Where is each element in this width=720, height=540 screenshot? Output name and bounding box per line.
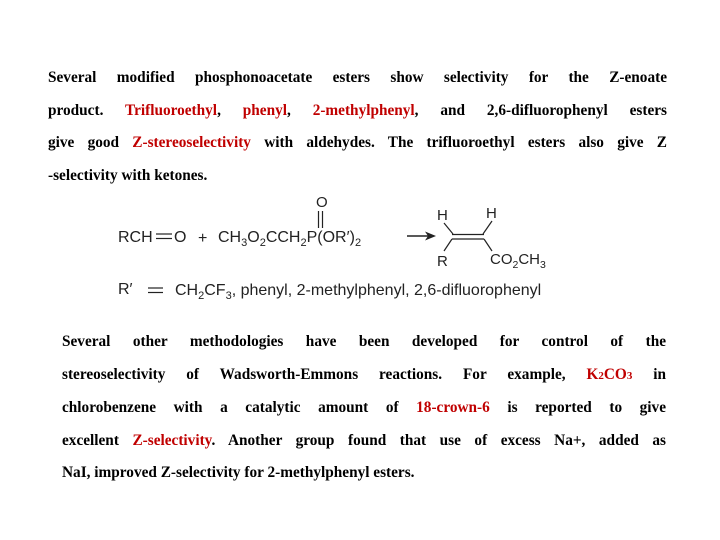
highlight-phenyl: phenyl (242, 101, 287, 119)
paragraph-other-methodologies (62, 326, 666, 490)
highlight-z-stereoselectivity: Z-stereoselectivity (132, 134, 251, 151)
reagent-part: CCH (265, 229, 301, 246)
highlight-z-selectivity: Z-selectivity (132, 431, 212, 449)
para2-text: . Another group found that use of excess Na+, added as (211, 431, 667, 449)
r-prime-label: R′ (118, 281, 133, 298)
reagent-part: P(OR′) (306, 229, 355, 246)
para1-text: give good (48, 134, 133, 151)
para1-text: , (286, 101, 313, 119)
para2-line-1: Several other methodologies have been developed for control of the (62, 333, 666, 350)
k2co3-subscript: 2 (598, 369, 604, 382)
aldehyde-rch: RCH (118, 229, 153, 246)
def-part: CH (175, 282, 199, 299)
k2co3-part: K (586, 365, 599, 383)
para1-text: , and 2,6-difluorophenyl esters (414, 101, 667, 119)
def-part: , phenyl, 2-methylphenyl, 2,6-difluorophenyl (231, 282, 542, 299)
para2-line-2 (62, 359, 666, 393)
para1-line-4: -selectivity with ketones. (48, 166, 208, 184)
plus-sign: + (198, 230, 208, 247)
reagent-part: CH (218, 229, 242, 246)
para2-text: in (632, 365, 666, 383)
para2-line-4 (62, 425, 666, 458)
phosphoryl-oxygen: O (316, 194, 328, 211)
highlight-trifluoroethyl: Trifluoroethyl (125, 101, 218, 119)
para2-text: stereoselectivity of Wadsworth-Emmons reactions. For example, (62, 365, 587, 383)
para1-line-1: Several modified phosphonoacetate esters show selectivity for the Z-enoate (48, 69, 667, 86)
bond-h-right (483, 221, 492, 234)
product-r: R (437, 253, 448, 270)
def-subscript: 2 (198, 290, 205, 302)
para2-text: chlorobenzene with a catalytic amount of (62, 399, 417, 416)
ester-subscript: 3 (540, 259, 546, 271)
para2-text: is reported to give (489, 399, 666, 416)
reagent-subscript: 2 (300, 237, 307, 249)
ester-part: CO (490, 251, 513, 268)
def-subscript: 3 (225, 290, 232, 302)
phosphonate-reagent (218, 229, 361, 249)
product-h-right: H (486, 205, 497, 222)
highlight-18-crown-6: 18-crown-6 (416, 399, 490, 416)
highlight-k2co3 (586, 366, 632, 383)
r-prime-definition (175, 282, 541, 302)
para2-line-3 (62, 392, 666, 425)
reagent-subscript: 2 (354, 237, 362, 249)
ester-part: CH (518, 251, 541, 268)
para1-text: product. (48, 101, 125, 119)
ester-subscript: 2 (512, 259, 519, 271)
para1-text: , (217, 101, 243, 119)
para2-line-5: NaI, improved Z-selectivity for 2-methylphenyl esters. (62, 464, 415, 481)
bond-h-left (444, 223, 453, 234)
reagent-subscript: 2 (259, 237, 266, 249)
reagent-part: O (247, 229, 260, 246)
def-part: CF (204, 282, 226, 299)
product-h-left: H (437, 207, 448, 224)
bond-ester (484, 239, 492, 251)
k2co3-part: CO (603, 365, 627, 383)
aldehyde-oxygen: O (174, 229, 187, 246)
bond-r (444, 239, 452, 251)
product-ester (490, 251, 546, 271)
para1-text: with aldehydes. The trifluoroethyl esters also give Z (250, 134, 667, 151)
k2co3-subscript: 3 (626, 369, 633, 382)
para2-text: excellent (62, 431, 133, 449)
highlight-2-methylphenyl: 2-methylphenyl (312, 101, 415, 119)
reagent-subscript: 3 (241, 237, 248, 249)
